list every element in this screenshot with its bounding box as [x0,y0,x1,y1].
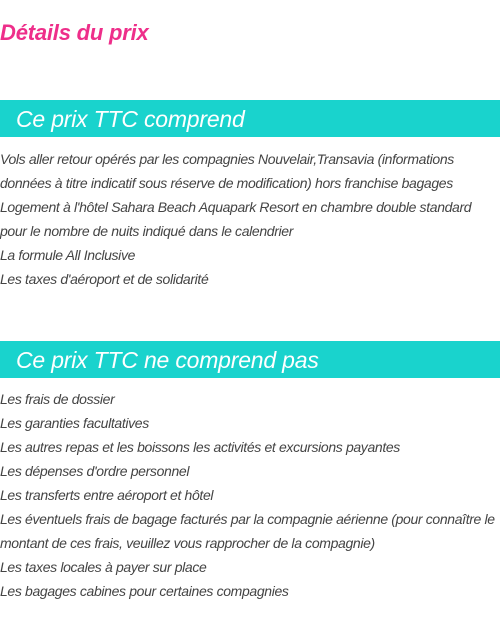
included-section-heading: Ce prix TTC comprend [16,106,245,132]
excluded-item: Les autres repas et les boissons les activités et excursions payantes [0,439,400,455]
included-item: La formule All Inclusive [0,247,136,263]
excluded-item: Les dépenses d'ordre personnel [0,463,190,479]
excluded-item: Les éventuels frais de bagage facturés par la compagnie aérienne (pour connaître le montant de ces frais, veuillez vous rapprocher de la compagnie) [0,511,495,551]
included-item: Logement à l'hôtel Sahara Beach Aquapark Resort en chambre double standard pour le nombre de nuits indiqué dans le calendrier [0,199,472,239]
excluded-item: Les frais de dossier [0,391,115,407]
excluded-section-header [0,341,500,378]
included-item: Vols aller retour opérés par les compagnies Nouvelair,Transavia (informations données à titre indicatif sous réserve de modification) hors franchise bagages [0,151,454,191]
excluded-item: Les transferts entre aéroport et hôtel [0,487,214,503]
excluded-item: Les bagages cabines pour certaines compagnies [0,583,289,599]
excluded-items-list [0,387,500,603]
included-item: Les taxes d'aéroport et de solidarité [0,271,209,287]
excluded-section-heading: Ce prix TTC ne comprend pas [16,347,319,373]
included-section-header [0,100,500,137]
included-items-list [0,147,500,291]
excluded-item: Les garanties facultatives [0,415,149,431]
excluded-item: Les taxes locales à payer sur place [0,559,207,575]
page-title: Détails du prix [0,20,149,45]
